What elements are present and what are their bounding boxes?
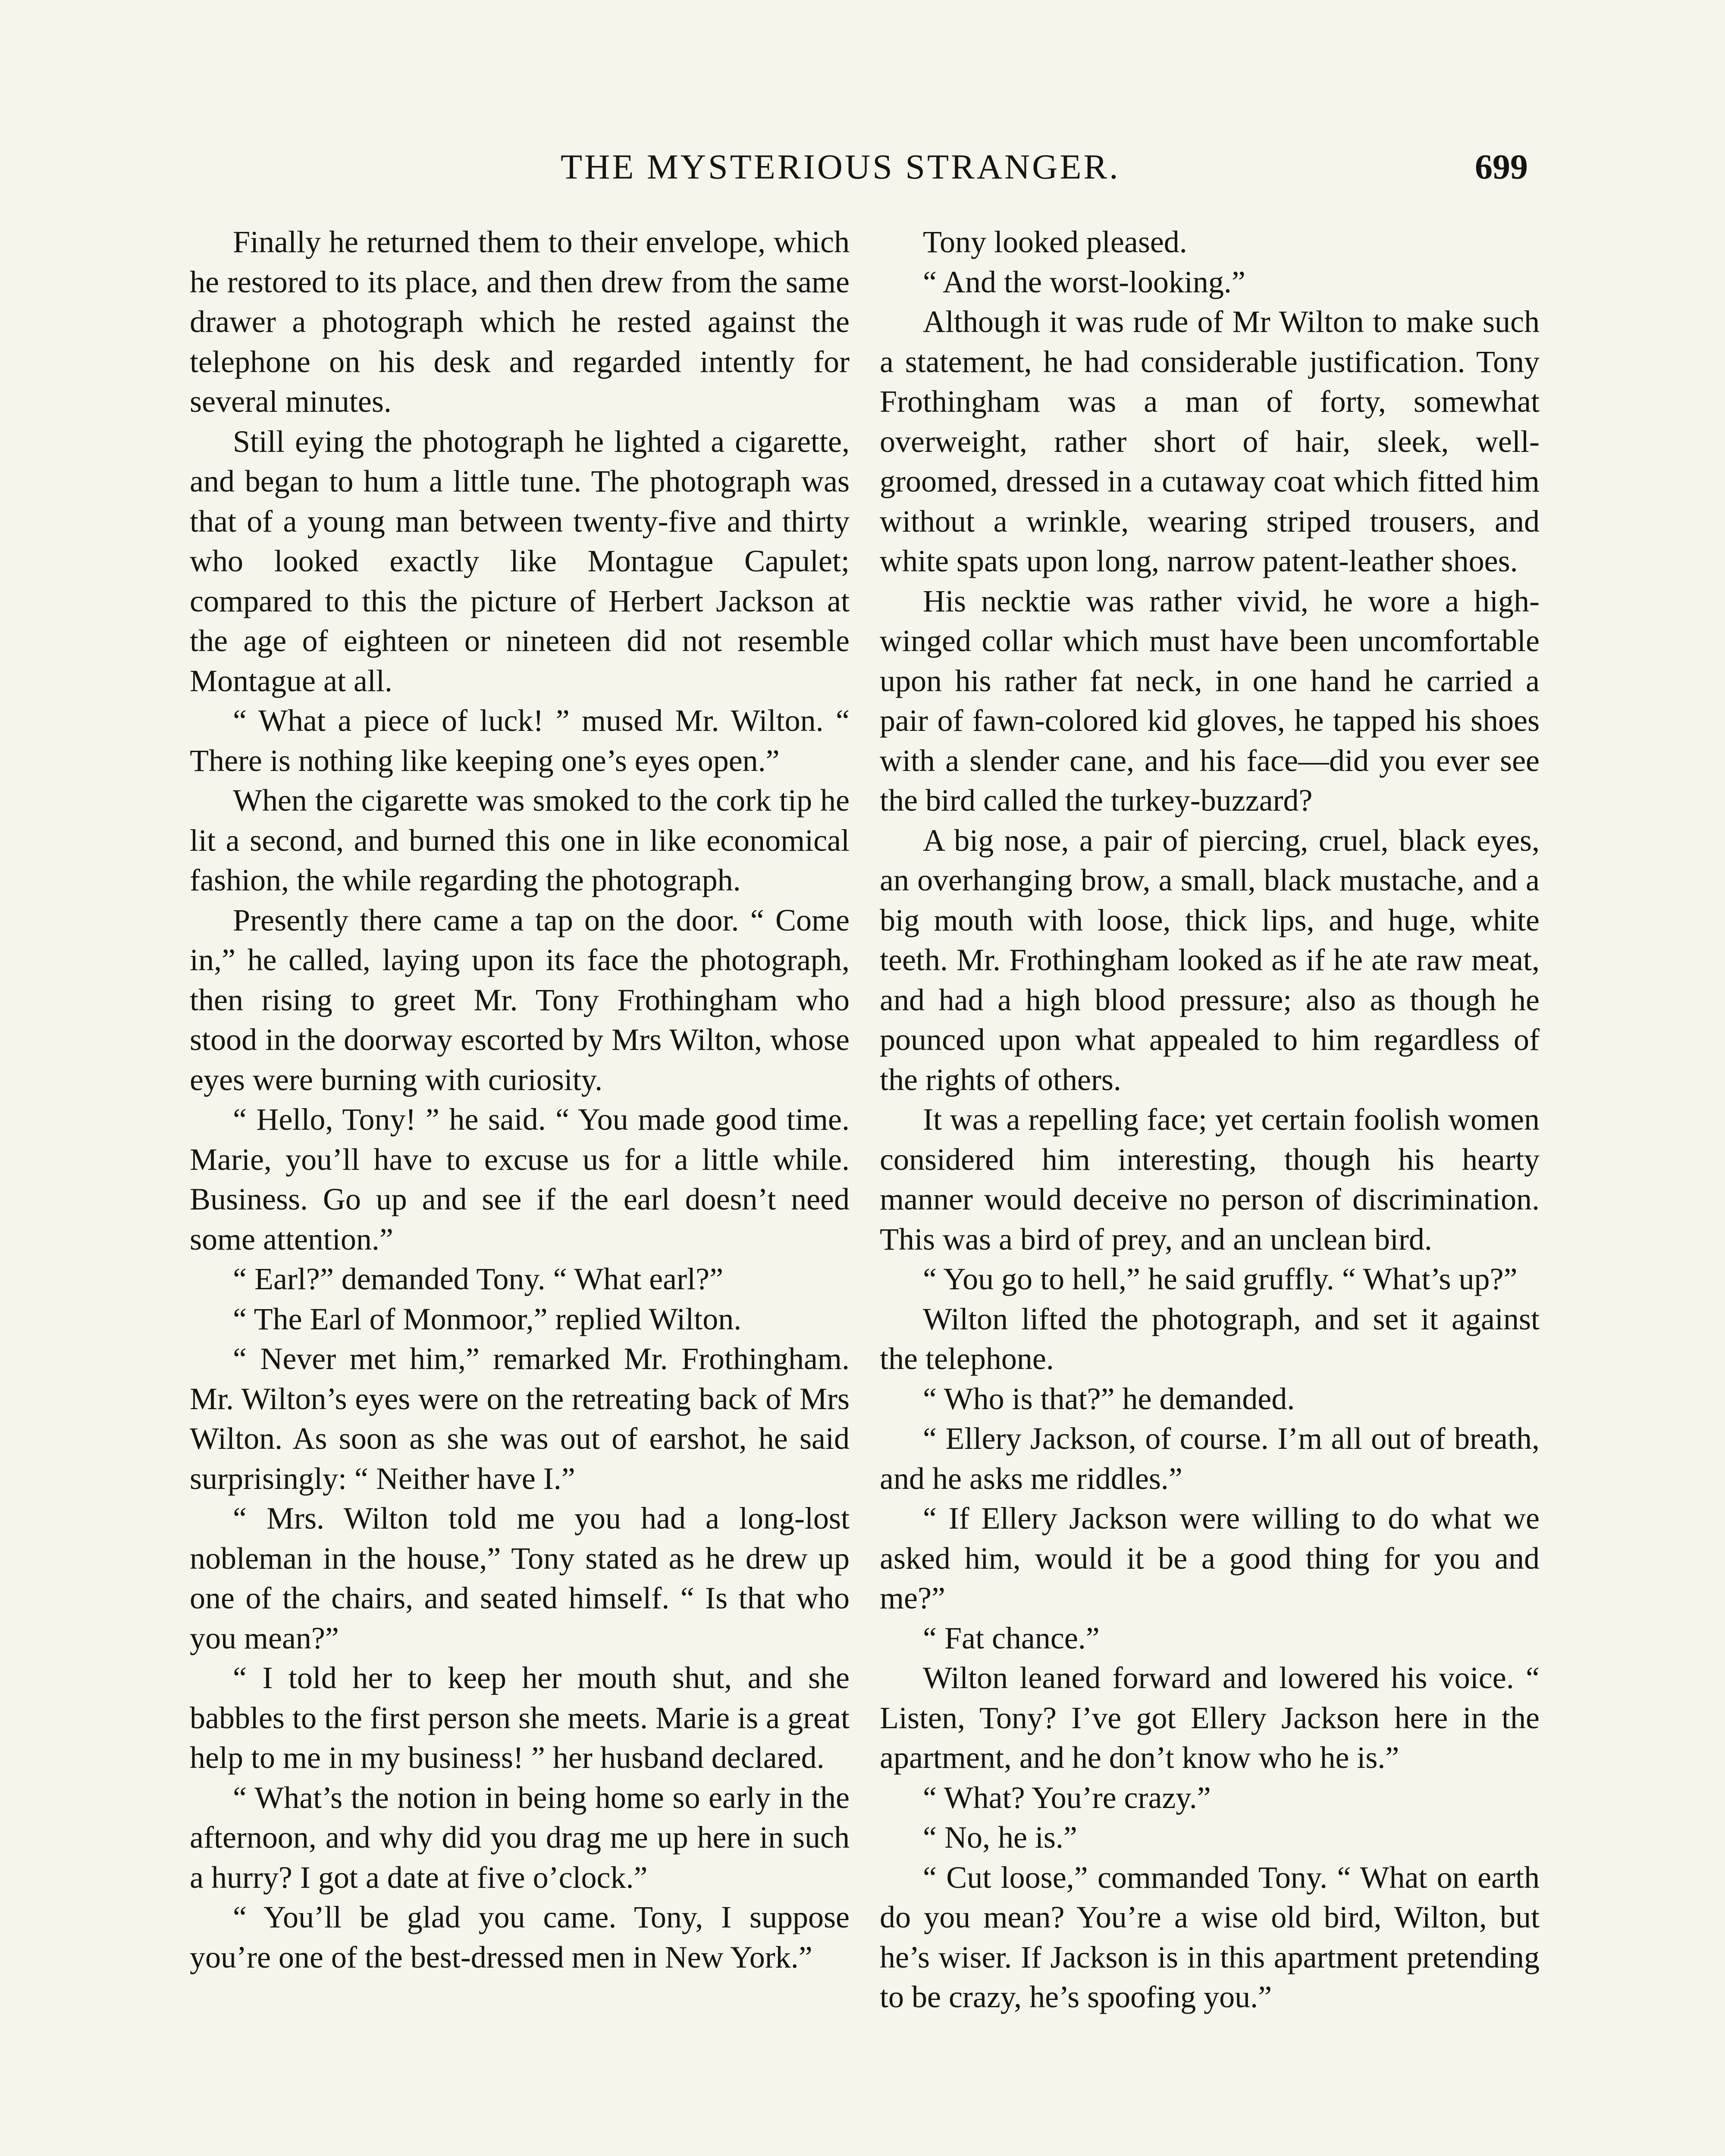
paragraph: “ You’ll be glad you came. Tony, I suppose you’re one of the best-dressed men in New York.” <box>190 1900 850 1974</box>
paragraph: When the cigarette was smoked to the cork tip he lit a second, and burned this one in like economical fashion, the while regarding the photograph. <box>190 783 850 897</box>
paragraph: “ Who is that?” he demanded. <box>923 1381 1295 1416</box>
paragraph: “ Hello, Tony! ” he said. “ You made good time. Marie, you’ll have to excuse us for a little while. Business. Go up and see if the earl doesn’t need some attention.” <box>190 1102 850 1257</box>
paragraph: Finally he returned them to their envelope, which he restored to its place, and then drew from the same drawer a photograph which he rested against the telephone on his desk and regarded intently for several minutes. <box>190 225 850 419</box>
paragraph: “ What? You’re crazy.” <box>923 1780 1211 1815</box>
right-column <box>880 222 1540 2017</box>
paragraph: “ You go to hell,” he said gruffly. “ What’s up?” <box>923 1262 1518 1296</box>
paragraph: “ Never met him,” remarked Mr. Frothingham. Mr. Wilton’s eyes were on the retreating back of Mrs Wilton. As soon as she was out of earshot, he said surprisingly: “ Neither have I.” <box>190 1341 850 1496</box>
paragraph: Still eying the photograph he lighted a cigarette, and began to hum a little tune. The photograph was that of a young man between twenty-five and thirty who looked exactly like Montague Capulet; compared to this the picture of Herbert Jackson at the age of eighteen or nineteen did not resemble Montague at all. <box>190 424 850 698</box>
paragraph: “ What’s the notion in being home so early in the afternoon, and why did you drag me up here in such a hurry? I got a date at five o’clock.” <box>190 1780 850 1895</box>
paragraph: “ I told her to keep her mouth shut, and she babbles to the first person she meets. Marie is a great help to me in my business! ” her husband declared. <box>190 1661 850 1775</box>
paragraph: His necktie was rather vivid, he wore a high-winged collar which must have been uncomfortable upon his rather fat neck, in one hand he carried a pair of fawn-colored kid gloves, he tapped his shoes with a slender cane, and his face—did you ever see the bird called the turkey-buzzard? <box>880 583 1540 818</box>
paragraph: “ What a piece of luck! ” mused Mr. Wilton. “ There is nothing like keeping one’s eyes open.” <box>190 703 850 778</box>
paragraph: A big nose, a pair of piercing, cruel, black eyes, an overhanging brow, a small, black mustache, and a big mouth with loose, thick lips, and huge, white teeth. Mr. Frothingham looked as if he ate raw meat, and had a high blood pressure; also as though he pounced upon what appealed to him regardless of the rights of others. <box>880 823 1540 1097</box>
paragraph: “ If Ellery Jackson were willing to do what we asked him, would it be a good thing for you and me?” <box>880 1501 1540 1615</box>
running-title: THE MYSTERIOUS STRANGER. <box>561 147 1120 186</box>
paragraph: “ Mrs. Wilton told me you had a long-lost nobleman in the house,” Tony stated as he drew up one of the chairs, and seated himself. “ Is that who you mean?” <box>190 1501 850 1655</box>
paragraph: “ No, he is.” <box>923 1820 1077 1855</box>
paragraph: Wilton leaned forward and lowered his voice. “ Listen, Tony? I’ve got Ellery Jackson here in the apartment, and he don’t know who he is.” <box>880 1661 1540 1775</box>
paragraph: Tony looked pleased. <box>923 225 1187 259</box>
paragraph: “ And the worst-looking.” <box>923 264 1245 299</box>
paragraph: “ Earl?” demanded Tony. “ What earl?” <box>233 1262 724 1296</box>
paragraph: “ Fat chance.” <box>923 1620 1100 1655</box>
paragraph: “ The Earl of Monmoor,” replied Wilton. <box>233 1301 742 1336</box>
paragraph: Wilton lifted the photograph, and set it against the telephone. <box>880 1301 1540 1376</box>
page-number: 699 <box>1475 147 1528 186</box>
paragraph: It was a repelling face; yet certain foolish women considered him interesting, though his hearty manner would deceive no person of discrimination. This was a bird of prey, and an unclean bird. <box>880 1102 1540 1257</box>
left-column <box>190 222 850 1977</box>
paragraph: Presently there came a tap on the door. “ Come in,” he called, laying upon its face the photograph, then rising to greet Mr. Tony Frothingham who stood in the doorway escorted by Mrs Wilton, whose eyes were burning with curiosity. <box>190 903 850 1097</box>
paragraph: Although it was rude of Mr Wilton to make such a statement, he had considerable justification. Tony Frothingham was a man of forty, somewhat overweight, rather short of hair, sleek, well-groomed, dressed in a cutaway coat which fitted him without a wrinkle, wearing striped trousers, and white spats upon long, narrow patent-leather shoes. <box>880 304 1540 578</box>
paragraph: “ Cut loose,” commanded Tony. “ What on earth do you mean? You’re a wise old bird, Wilton, but he’s wiser. If Jackson is in this apartment pretending to be crazy, he’s spoofing you.” <box>880 1860 1540 2014</box>
paragraph: “ Ellery Jackson, of course. I’m all out of breath, and he asks me riddles.” <box>880 1421 1540 1496</box>
